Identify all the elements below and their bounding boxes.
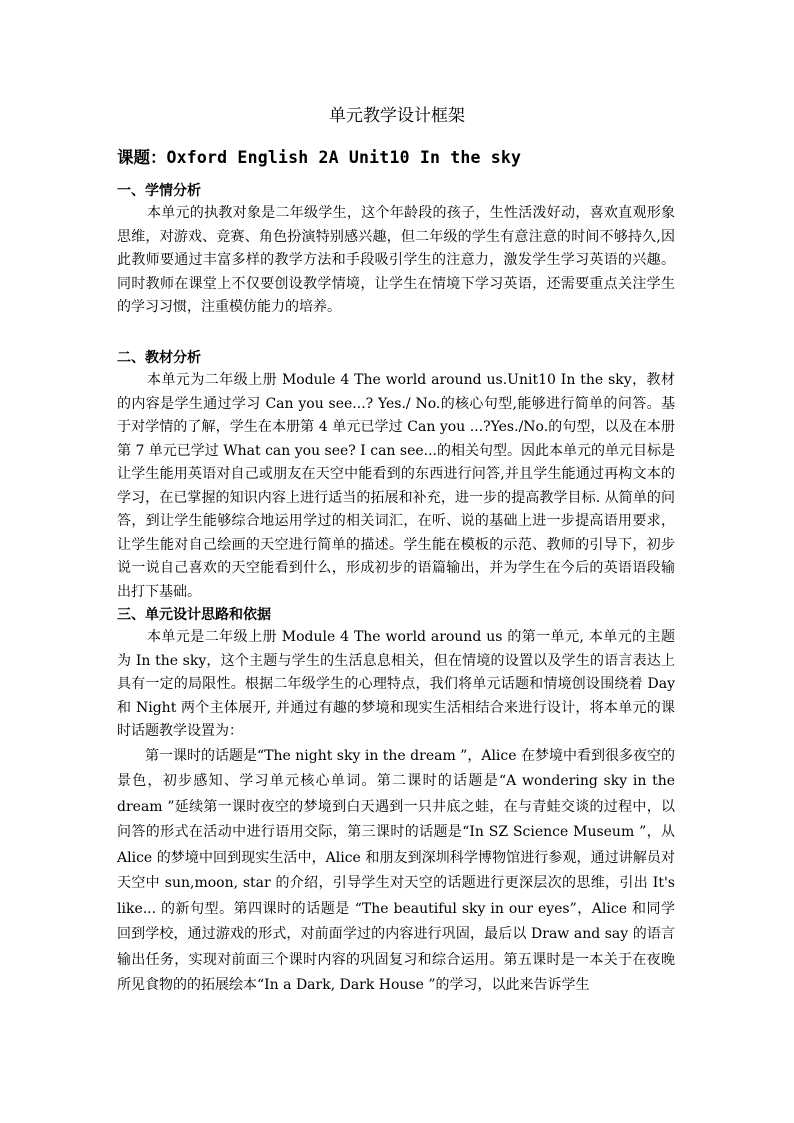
section-paragraph: 第一课时的话题是“The night sky in the dream ”，Alice 在梦境中看到很多夜空的景色，初步感知、学习单元核心单词。第二课时的话题是“A wondering sky in the dream ”延续第一课时夜空的梦境到白天遇到一只井底之蛙，在与青蛙交谈的过程中，以问答的形式在活动中进行语用交际，第三课时的话题是“In SZ Science Museum ”，从 Alice 的梦境中回到现实生活中，Alice 和朋友到深圳科学博物馆进行参观，通过讲解员对天空中 sun,moon, star 的介绍，引导学生对天空的话题进行更深层次的思维，引出 It's like... 的新句型。第四课时的话题是 “The beautiful sky in our eyes”，Alice 和同学回到学校，通过游戏的形式，对前面学过的内容进行巩固，最后以 Draw and say 的语言输出任务，实现对前面三个课时内容的巩固复习和综合运用。第五课时是一本关于在夜晚所见食物的的拓展绘本“In a Dark, Dark House ”的学习，以此来告诉学生 — [117, 747, 675, 993]
section-design-rationale — [117, 604, 675, 999]
section-heading: 三、单元设计思路和依据 — [117, 607, 271, 623]
section-heading: 一、学情分析 — [117, 183, 201, 199]
topic-line — [117, 145, 521, 171]
section-textbook-analysis — [117, 347, 675, 604]
section-heading: 二、教材分析 — [117, 350, 201, 366]
topic-label: 课题： — [117, 148, 167, 167]
page-title: 单元教学设计框架 — [329, 106, 465, 126]
section-paragraph: 本单元的执教对象是二年级学生，这个年龄段的孩子，生性活泼好动，喜欢直观形象思维，对游戏、竞赛、角色扮演特别感兴趣，但二年级的学生有意注意的时间不够持久,因此教师要通过丰富多样的教学方法和手段吸引学生的注意力，激发学生学习英语的兴趣。同时教师在课堂上不仅要创设教学情境，让学生在情境下学习英语，还需要重点关注学生的学习习惯，注重模仿能力的培养。 — [117, 205, 675, 315]
section-paragraph: 本单元为二年级上册 Module 4 The world around us.Unit10 In the sky，教材的内容是学生通过学习 Can you see...? Yes./ No.的核心句型,能够进行简单的问答。基于对学情的了解，学生在本册第 4 单元已学过 Can you ...?Yes./No.的句型，以及在本册第 7 单元已学过 What can you see? I can see...的相关句型。因此本单元的单元目标是让学生能用英语对自己或朋友在天空中能看到的东西进行问答,并且学生能通过再构文本的学习，在已掌握的知识内容上进行适当的拓展和补充，进一步的提高教学目标. 从简单的问答，到让学生能够综合地运用学过的相关词汇，在听、说的基础上进一步提高语用要求，让学生能对自己绘画的天空进行简单的描述。学生能在模板的示范、教师的引导下，初步说一说自己喜欢的天空能看到什么，形成初步的语篇输出，并为学生在今后的英语语段输出打下基础。 — [117, 372, 675, 600]
section-learner-analysis — [117, 180, 675, 320]
topic-value: Oxford English 2A Unit10 In the sky — [166, 148, 522, 167]
section-paragraph: 本单元是二年级上册 Module 4 The world around us 的第一单元, 本单元的主题为 In the sky，这个主题与学生的生活息息相关，但在情境的设置以及学生的语言表达上具有一定的局限性。根据二年级学生的心理特点，我们将单元话题和情境创设围绕着 Day 和 Night 两个主体展开, 并通过有趣的梦境和现实生活相结合来进行设计，将本单元的课时话题教学设置为： — [117, 629, 675, 739]
